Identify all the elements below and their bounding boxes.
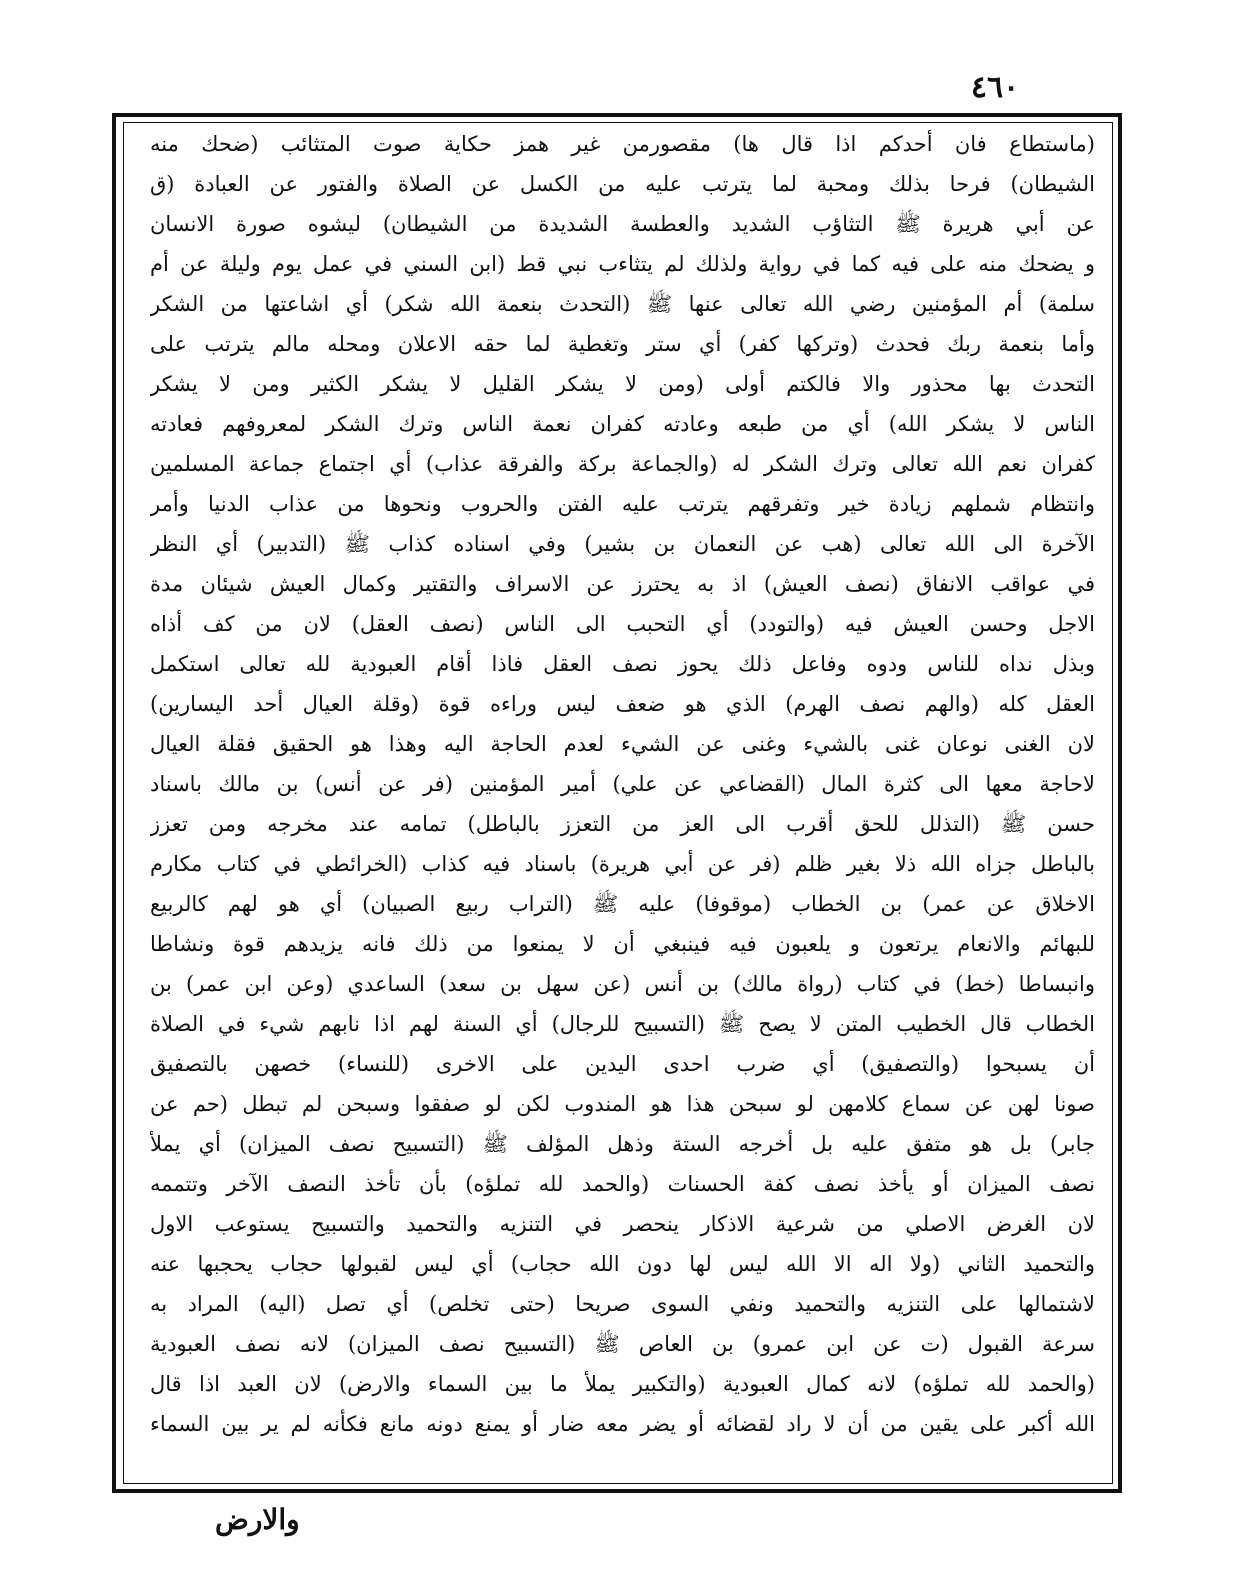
main-text-block (150, 124, 1095, 1484)
text-line: للبهائم والانعام يرتعون و يلعبون فيه فينبغي أن لا يمنعوا من ذلك فانه يزيدهم قوة ونشاطا (150, 932, 1095, 956)
text-line: (والحمد لله تملؤه) لانه كمال العبودية (والتكبير يملأ ما بين السماء والارض) لان العبد اذا قال (150, 1372, 1095, 1396)
text-line: و يضحك منه على فيه كما في رواية ولذلك لم يتثاءب نبي قط (ابن السني في عمل يوم وليلة عن أم (150, 252, 1095, 276)
text-line: الله أكبر على يقين من أن لا راد لقضائه أو يضر معه ضار أو يمنع دونه مانع فكأنه لم ير بين السماء (150, 1412, 1095, 1436)
text-line: لان الغرض الاصلي من شرعية الاذكار ينحصر في التنزيه والتحميد والتسبيح يستوعب الاول (150, 1212, 1095, 1236)
text-line: جابر) بل هو متفق عليه بل أخرجه الستة وذهل المؤلف ﷺ (التسبيح نصف الميزان) أي يملأ (150, 1132, 1095, 1156)
text-line: صونا لهن عن سماع كلامهن لو سبحن هذا هو المندوب لكن لو صفقوا وسبحن لم تبطل (حم عن (150, 1092, 1095, 1116)
text-line: والتحميد الثاني (ولا اله الا الله ليس لها دون الله حجاب) أي ليس لقبولها حجاب يحجبها عنه (150, 1252, 1095, 1276)
text-line: الاخلاق عن عمر) بن الخطاب (موقوفا) عليه ﷺ (التراب ربيع الصبيان) أي هو لهم كالربيع (150, 892, 1095, 916)
page-number: ٤٦٠ (970, 70, 1020, 105)
text-line: الآخرة الى الله تعالى (هب عن النعمان بن بشير) وفي اسناده كذاب ﷺ (التدبير) أي النظر (150, 532, 1095, 556)
text-line: بالباطل جزاه الله ذلا بغير ظلم (فر عن أبي هريرة) باسناد فيه كذاب (الخرائطي في كتاب مكارم (150, 852, 1095, 876)
text-line: وبذل نداه للناس ودوه وفاعل ذلك يحوز نصف العقل فاذا أقام العبودية لله تعالى استكمل (150, 652, 1095, 676)
text-line: الاجل وحسن العيش فيه (والتودد) أي التحبب الى الناس (نصف العقل) لان من كف أذاه (150, 612, 1095, 636)
text-line: عن أبي هريرة ﷺ التثاؤب الشديد والعطسة الشديدة من الشيطان) ليشوه صورة الانسان (150, 212, 1095, 236)
text-line: في عواقب الانفاق (نصف العيش) اذ به يحترز عن الاسراف والتقتير وكمال العيش شيئان مدة (150, 572, 1095, 596)
text-line: حسن ﷺ (التذلل للحق أقرب الى العز من التعزز بالباطل) تمامه عند مخرجه ومن تعزز (150, 812, 1095, 836)
text-line: أن يسبحوا (والتصفيق) أي ضرب احدى اليدين على الاخرى (للنساء) خصهن بالتصفيق (150, 1052, 1095, 1076)
text-line: وانبساطا (خط) في كتاب (رواة مالك) بن أنس (عن سهل بن سعد) الساعدي (وعن ابن عمر) بن (150, 972, 1095, 996)
text-line: سرعة القبول (ت عن ابن عمرو) بن العاص ﷺ (التسبيح نصف الميزان) لانه نصف العبودية (150, 1332, 1095, 1356)
text-line: وأما بنعمة ربك فحدث (وتركها كفر) أي ستر وتغطية لما حقه الاعلان ومحله مالم يترتب على (150, 332, 1095, 356)
catchword: والارض (215, 1503, 300, 1536)
text-line: الخطاب قال الخطيب المتن لا يصح ﷺ (التسبيح للرجال) أي السنة لهم اذا نابهم شيء في الصلاة (150, 1012, 1095, 1036)
text-line: نصف الميزان أو يأخذ نصف كفة الحسنات (والحمد لله تملؤه) بأن تأخذ النصف الآخر وتتممه (150, 1172, 1095, 1196)
text-line: كفران نعم الله تعالى وترك الشكر له (والجماعة بركة والفرقة عذاب) أي اجتماع جماعة المسلمين (150, 452, 1095, 476)
text-line: لاشتمالها على التنزيه والتحميد ونفي السوى صريحا (حتى تخلص) أي تصل (اليه) المراد به (150, 1292, 1095, 1316)
text-line: التحدث بها محذور والا فالكتم أولى (ومن لا يشكر القليل لا يشكر الكثير ومن لا يشكر (150, 372, 1095, 396)
text-line: العقل كله (والهم نصف الهرم) الذي هو ضعف ليس وراءه قوة (وقلة العيال أحد اليسارين) (150, 692, 1095, 716)
text-line: لاحاجة معها الى كثرة المال (القضاعي عن علي) أمير المؤمنين (فر عن أنس) بن مالك باسناد (150, 772, 1095, 796)
text-line: سلمة) أم المؤمنين رضي الله تعالى عنها ﷺ (التحدث بنعمة الله شكر) أي اشاعتها من الشكر (150, 292, 1095, 316)
text-line: الناس لا يشكر الله) أي من طبعه وعادته كفران نعمة الناس وترك الشكر لمعروفهم فعادته (150, 412, 1095, 436)
text-line: وانتظام شملهم زيادة خير وتفرقهم يترتب عليه الفتن والحروب ونحوها من عذاب الدنيا وأمر (150, 492, 1095, 516)
text-line: لان الغنى نوعان غنى بالشيء وغنى عن الشيء لعدم الحاجة اليه وهذا هو الحقيق فقلة العيال (150, 732, 1095, 756)
text-line: الشيطان) فرحا بذلك ومحبة لما يترتب عليه من الكسل عن الصلاة والفتور عن العبادة (ق (150, 172, 1095, 196)
text-line: (ماستطاع فان أحدكم اذا قال ها) مقصورمن غير همز حكاية صوت المتثائب (ضحك منه (150, 132, 1095, 156)
